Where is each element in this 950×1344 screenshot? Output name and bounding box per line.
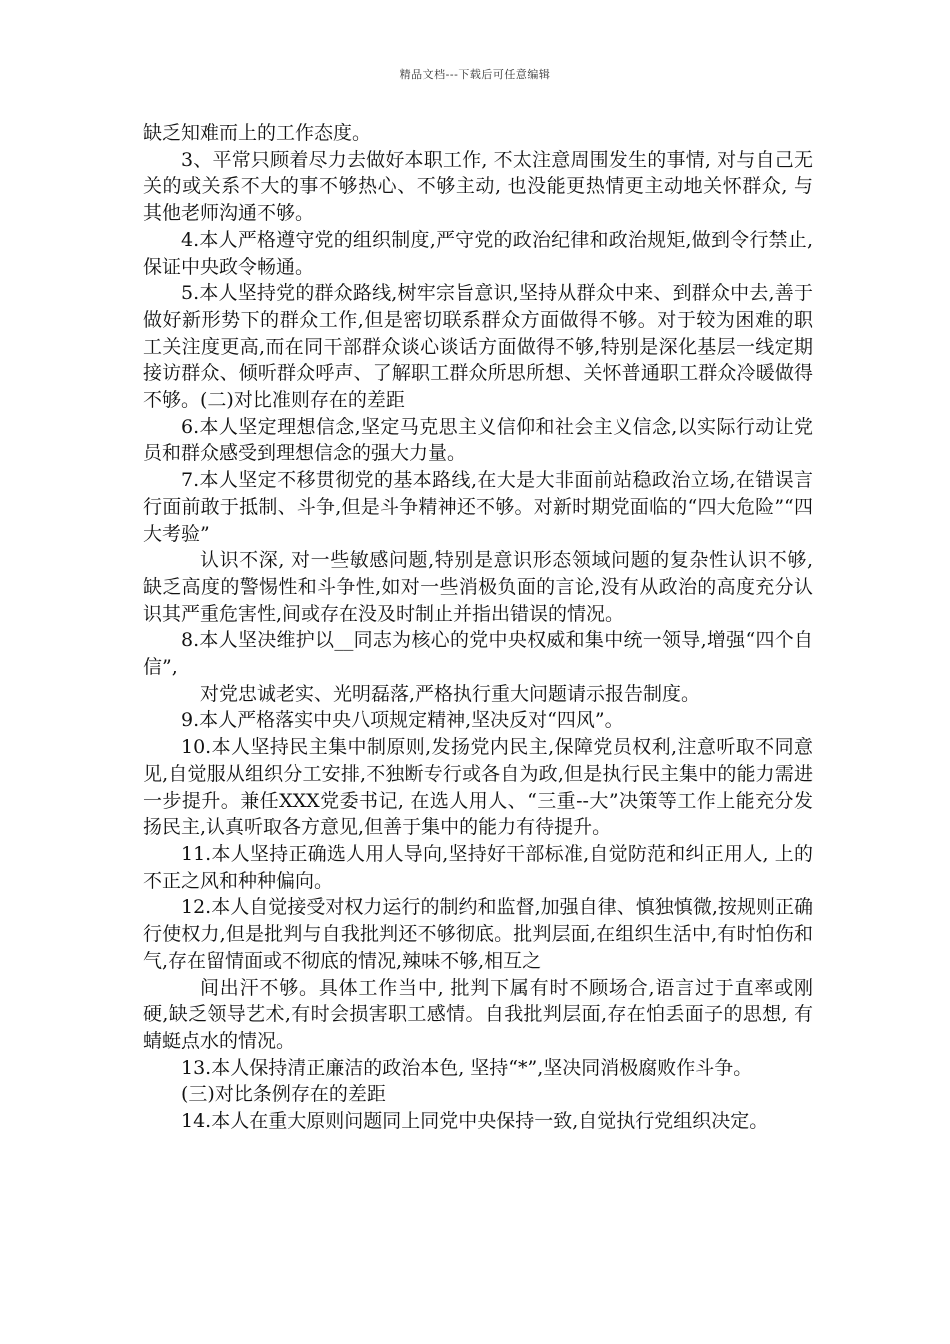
paragraph: 间出汗不够。具体工作当中, 批判下属有时不顾场合,语言过于直率或刚硬,缺乏领导艺术,有时会损害职工感情。自我批判层面,存在怕丢面子的思想, 有蜻蜓点水的情况。 <box>143 976 813 1052</box>
paragraph: 5.本人坚持党的群众路线,树牢宗旨意识,坚持从群众中来、到群众中去,善于做好新形势下的群众工作,但是密切联系群众方面做得不够。对于较为困难的职工关注度更高,而在同干部群众谈心谈话方面做得不够,特别是深化基层一线定期接访群众、倾听群众呼声、了解职工群众所思所想、关怀普通职工群众冷暖做得不够。(二)对比准则存在的差距 <box>143 282 813 412</box>
paragraph: 认识不深, 对一些敏感问题,特别是意识形态领域问题的复杂性认识不够,缺乏高度的警惕性和斗争性,如对一些消极负面的言论,没有从政治的高度充分认识其严重危害性,间或存在没及时制止并指出错误的情况。 <box>143 549 813 625</box>
paragraph: 10.本人坚持民主集中制原则,发扬党内民主,保障党员权利,注意听取不同意见,自觉服从组织分工安排,不独断专行或各自为政,但是执行民主集中的能力需进一步提升。兼任XXX党委书记, 在选人用人、“三重--大”决策等工作上能充分发扬民主,认真听取各方意见,但善于集中的能力有待提升。 <box>143 736 813 839</box>
paragraph: 6.本人坚定理想信念,坚定马克思主义信仰和社会主义信念,以实际行动让党员和群众感受到理想信念的强大力量。 <box>143 415 813 465</box>
paragraph: 12.本人自觉接受对权力运行的制约和监督,加强自律、慎独慎微,按规则正确行使权力,但是批判与自我批判还不够彻底。批判层面,在组织生活中,有时怕伤和气,存在留情面或不彻底的情况,辣味不够,相互之 <box>143 896 813 972</box>
section-heading: (三)对比条例存在的差距 <box>181 1083 386 1106</box>
paragraph: 14.本人在重大原则问题同上同党中央保持一致,自觉执行党组织决定。 <box>181 1110 769 1133</box>
paragraph: 3、平常只顾着尽力去做好本职工作, 不太注意周围发生的事情, 对与自己无关的或关系不大的事不够热心、不够主动, 也没能更热情更主动地关怀群众, 与其他老师沟通不够。 <box>143 148 813 225</box>
paragraph: 7.本人坚定不移贯彻党的基本路线,在大是大非面前站稳政治立场,在错误言行面前敢于抵制、斗争,但是斗争精神还不够。对新时期党面临的“四大危险”“四大考验” <box>143 469 813 545</box>
paragraph: 13.本人保持清正廉洁的政治本色, 坚持“*”,坚决同消极腐败作斗争。 <box>181 1056 753 1079</box>
paragraph: 4.本人严格遵守党的组织制度,严守党的政治纪律和政治规矩,做到令行禁止,保证中央政令畅通。 <box>143 228 813 278</box>
document-header: 精品文档---下载后可任意编辑 <box>399 68 551 81</box>
paragraph: 9.本人严格落实中央八项规定精神,坚决反对“四风”。 <box>181 709 624 732</box>
paragraph: 缺乏知难而上的工作态度。 <box>143 122 372 144</box>
paragraph: 11.本人坚持正确选人用人导向,坚持好干部标准,自觉防范和纠正用人, 上的不正之风和种种偏向。 <box>143 842 813 892</box>
document-body <box>143 120 813 1135</box>
paragraph: 对党忠诚老实、光明磊落,严格执行重大问题请示报告制度。 <box>200 682 701 705</box>
paragraph: 8.本人坚决维护以__同志为核心的党中央权威和集中统一领导,增强“四个自信”, <box>143 629 813 679</box>
